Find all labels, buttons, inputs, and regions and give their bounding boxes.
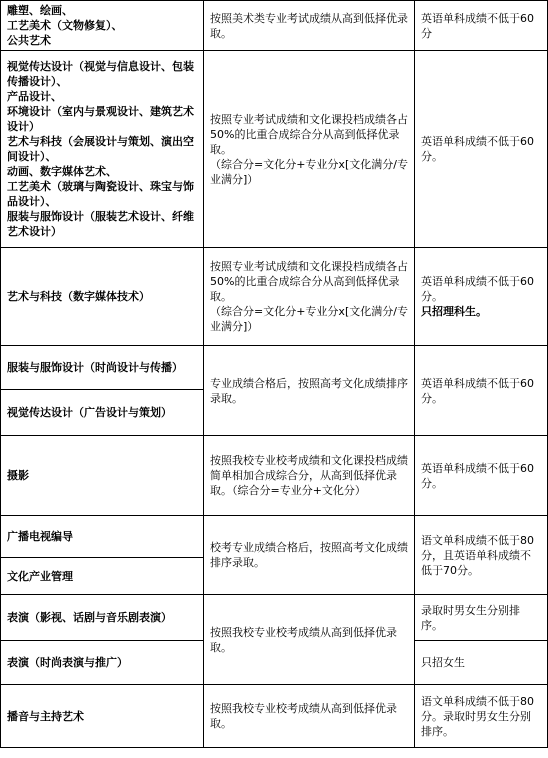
admission-rule-cell: 按照美术类专业考试成绩从高到低择优录取。 <box>204 1 415 51</box>
major-cell: 艺术与科技（数字媒体技术） <box>1 248 204 346</box>
table-row <box>1 51 548 248</box>
requirement-cell: 英语单科成绩不低于60分。 <box>415 51 548 248</box>
table-row <box>1 1 548 51</box>
major-cell: 服装与服饰设计（时尚设计与传播） <box>1 346 204 390</box>
major-cell: 视觉传达设计（视觉与信息设计、包装传播设计）、 产品设计、 环境设计（室内与景观设计、建筑艺术设计） 艺术与科技（会展设计与策划、演出空间设计）、 动画、数字媒体艺术、 工艺美术（玻璃与陶瓷设计、珠宝与饰品设计）、 服装与服饰设计（服装艺术设计、纤维艺术设计） <box>1 51 204 248</box>
table-row <box>1 248 548 346</box>
admission-rule-cell: 按照我校专业校考成绩从高到低择优录取。 <box>204 685 415 748</box>
admission-rule-cell: 按照专业考试成绩和文化课投档成绩各占50%的比重合成综合分从高到低择优录取。 （综合分=文化分+专业分x[文化满分/专业满分]） <box>204 248 415 346</box>
table-row <box>1 436 548 516</box>
admission-rule-cell: 按照我校专业校考成绩和文化课投档成绩简单相加合成综合分，从高到低择优录取。（综合分=专业分+文化分） <box>204 436 415 516</box>
admission-rule-cell: 按照我校专业校考成绩从高到低择优录取。 <box>204 595 415 685</box>
requirement-cell: 英语单科成绩不低于60分 <box>415 1 548 51</box>
requirement-cell: 语文单科成绩不低于80分。录取时男女生分别排序。 <box>415 685 548 748</box>
major-cell: 摄影 <box>1 436 204 516</box>
admission-rule-cell: 按照专业考试成绩和文化课投档成绩各占50%的比重合成综合分从高到低择优录取。 （综合分=文化分+专业分x[文化满分/专业满分]） <box>204 51 415 248</box>
admission-rule-cell: 校考专业成绩合格后，按照高考文化成绩排序录取。 <box>204 516 415 595</box>
requirement-note: 只招理科生。 <box>421 305 487 318</box>
requirement-cell: 录取时男女生分别排序。 <box>415 595 548 641</box>
requirement-cell: 英语单科成绩不低于60分。 <box>415 436 548 516</box>
table-row <box>1 516 548 558</box>
table-row <box>1 685 548 748</box>
requirement-cell: 语文单科成绩不低于80分，且英语单科成绩不低于70分。 <box>415 516 548 595</box>
requirement-cell: 英语单科成绩不低于60分。 <box>415 346 548 436</box>
admission-rule-cell: 专业成绩合格后，按照高考文化成绩排序录取。 <box>204 346 415 436</box>
major-cell: 文化产业管理 <box>1 558 204 595</box>
table-row <box>1 595 548 641</box>
requirement-cell <box>415 248 548 346</box>
requirement-cell: 只招女生 <box>415 641 548 685</box>
major-cell: 广播电视编导 <box>1 516 204 558</box>
major-cell: 播音与主持艺术 <box>1 685 204 748</box>
major-cell: 雕塑、绘画、 工艺美术（文物修复）、 公共艺术 <box>1 1 204 51</box>
requirement-text: 英语单科成绩不低于60分。 <box>421 275 534 303</box>
table-row <box>1 346 548 390</box>
major-cell: 表演（影视、话剧与音乐剧表演） <box>1 595 204 641</box>
major-cell: 表演（时尚表演与推广） <box>1 641 204 685</box>
major-cell: 视觉传达设计（广告设计与策划） <box>1 390 204 436</box>
